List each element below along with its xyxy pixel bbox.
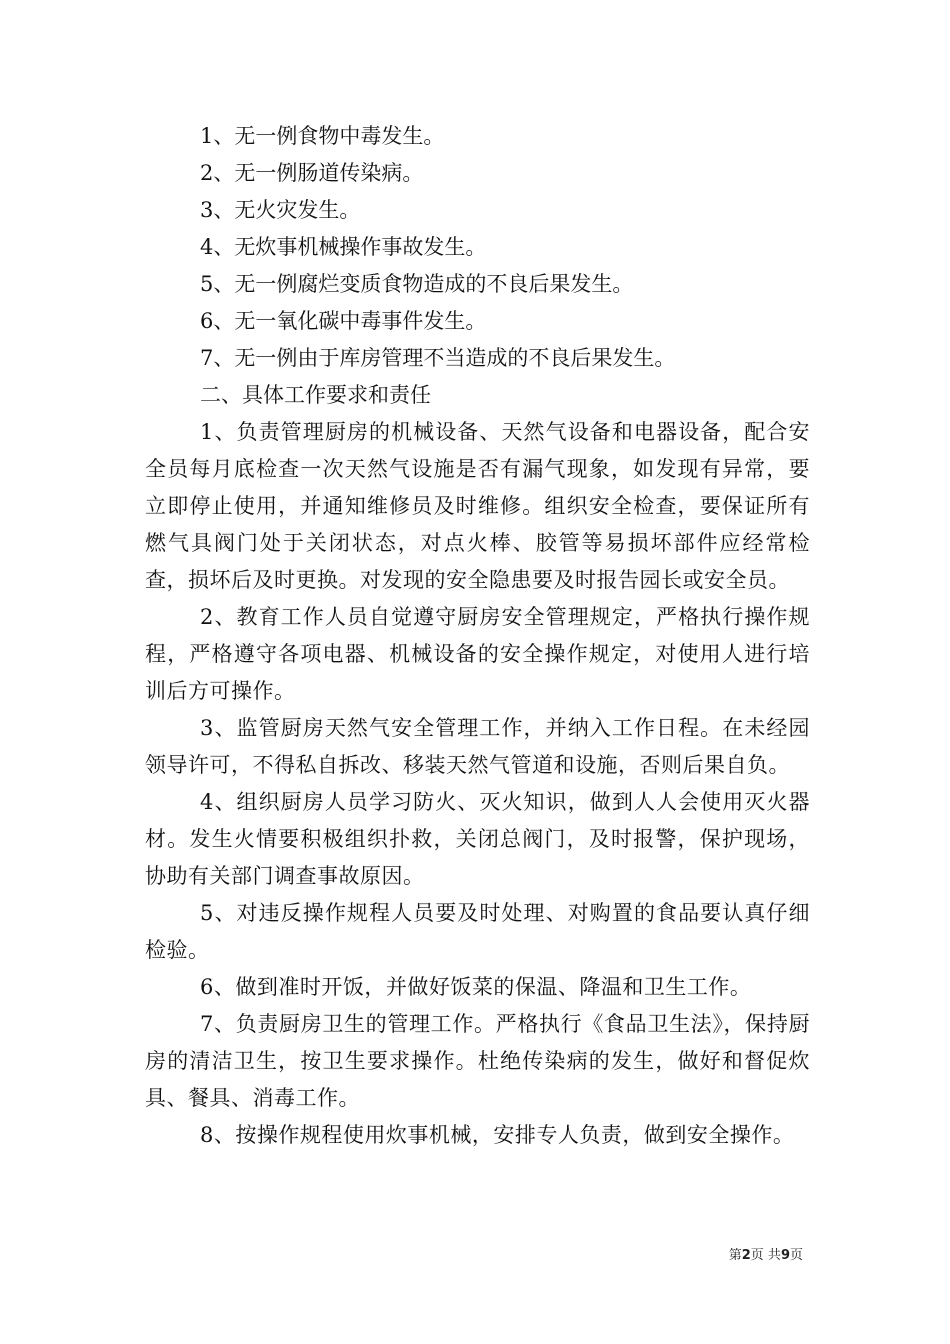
paragraph-7: 7、负责厨房卫生的管理工作。严格执行《食品卫生法》，保持厨房的清洁卫生，按卫生要求操作。杜绝传染病的发生，做好和督促炊具、餐具、消毒工作。	[145, 1012, 810, 1110]
list-item: 2、无一例肠道传染病。	[200, 161, 424, 185]
paragraph-4: 4、组织厨房人员学习防火、灭火知识，做到人人会使用灭火器材。发生火情要积极组织扑救，关闭总阀门，及时报警，保护现场，协助有关部门调查事故原因。	[145, 790, 810, 888]
footer-suffix: 页	[789, 1248, 803, 1263]
paragraph-5: 5、对违反操作规程人员要及时处理、对购置的食品要认真仔细检验。	[145, 901, 810, 962]
footer-prefix: 第	[728, 1248, 742, 1263]
page-footer	[729, 1244, 803, 1263]
paragraph-6: 6、做到准时开饭，并做好饭菜的保温、降温和卫生工作。	[200, 975, 752, 999]
list-item: 3、无火灾发生。	[200, 198, 361, 222]
list-item: 1、无一例食物中毒发生。	[200, 124, 445, 148]
footer-total-pages: 9	[780, 1248, 790, 1263]
footer-current-page: 2	[741, 1248, 751, 1263]
list-item: 7、无一例由于库房管理不当造成的不良后果发生。	[200, 346, 676, 370]
list-item: 5、无一例腐烂变质食物造成的不良后果发生。	[200, 272, 634, 296]
footer-middle: 页 共	[750, 1248, 781, 1263]
page-content	[145, 118, 810, 1154]
paragraph-3: 3、监管厨房天然气安全管理工作，并纳入工作日程。在未经园领导许可，不得私自拆改、移装天然气管道和设施，否则后果自负。	[145, 716, 810, 777]
paragraph-8: 8、按操作规程使用炊事机械，安排专人负责，做到安全操作。	[200, 1123, 795, 1147]
paragraph-2: 2、教育工作人员自觉遵守厨房安全管理规定，严格执行操作规程，严格遵守各项电器、机械设备的安全操作规定，对使用人进行培训后方可操作。	[145, 605, 810, 703]
section-heading: 二、具体工作要求和责任	[200, 383, 431, 407]
list-item: 6、无一氧化碳中毒事件发生。	[200, 309, 487, 333]
list-item: 4、无炊事机械操作事故发生。	[200, 235, 487, 259]
paragraph-1: 1、负责管理厨房的机械设备、天然气设备和电器设备，配合安全员每月底检查一次天然气设施是否有漏气现象，如发现有异常，要立即停止使用，并通知维修员及时维修。组织安全检查，要保证所有燃气具阀门处于关闭状态，对点火棒、胶管等易损坏部件应经常检查，损坏后及时更换。对发现的安全隐患要及时报告园长或安全员。	[145, 420, 810, 592]
